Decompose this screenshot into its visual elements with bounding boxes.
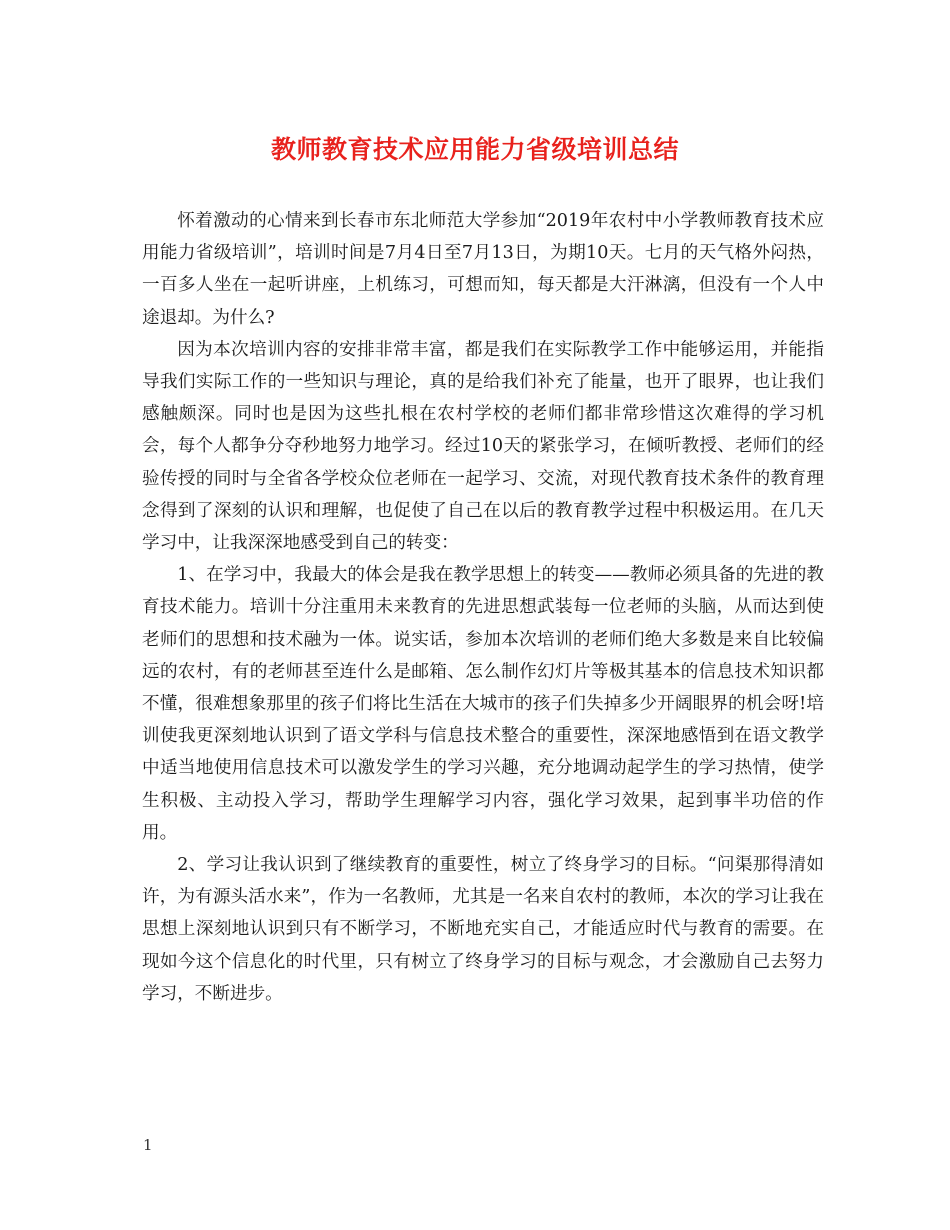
document-title: 教师教育技术应用能力省级培训总结 [270, 135, 679, 164]
paragraph-point-2: 2、学习让我认识到了继续教育的重要性，树立了终身学习的目标。“问渠那得清如许，为有源头活水来”，作为一名教师，尤其是一名来自农村的教师，本次的学习让我在思想上深刻地认识到只有不断学习，不断地充实自己，才能适应时代与教育的需要。在现如今这个信息化的时代里，只有树立了终身学习的目标与观念，才会激励自己去努力学习，不断进步。 [142, 855, 824, 1004]
paragraph-point-1: 1、在学习中，我最大的体会是我在教学思想上的转变——教师必须具备的先进的教育技术能力。培训十分注重用未来教育的先进思想武装每一位老师的头脑，从而达到使老师们的思想和技术融为一体。说实话，参加本次培训的老师们绝大多数是来自比较偏远的农村，有的老师甚至连什么是邮箱、怎么制作幻灯片等极其基本的信息技术知识都不懂，很难想象那里的孩子们将比生活在大城市的孩子们失掉多少开阔眼界的机会呀!培训使我更深刻地认识到了语文学科与信息技术整合的重要性，深深地感悟到在语文教学中适当地使用信息技术可以激发学生的学习兴趣，充分地调动起学生的学习热情，使学生积极、主动投入学习，帮助学生理解学习内容，强化学习效果，起到事半功倍的作用。 [142, 565, 824, 843]
paragraph-intro: 怀着激动的心情来到长春市东北师范大学参加“2019年农村中小学教师教育技术应用能力省级培训”，培训时间是7月4日至7月13日，为期10天。七月的天气格外闷热，一百多人坐在一起听讲座，上机练习，可想而知，每天都是大汗淋漓，但没有一个人中途退却。为什么? [142, 211, 824, 328]
page-number: 1 [143, 1136, 153, 1154]
paragraph-reason: 因为本次培训内容的安排非常丰富，都是我们在实际教学工作中能够运用，并能指导我们实际工作的一些知识与理论，真的是给我们补充了能量，也开了眼界，也让我们感触颇深。同时也是因为这些扎根在农村学校的老师们都非常珍惜这次难得的学习机会，每个人都争分夺秒地努力地学习。经过10天的紧张学习，在倾听教授、老师们的经验传授的同时与全省各学校众位老师在一起学习、交流，对现代教育技术条件的教育理念得到了深刻的认识和理解，也促使了自己在以后的教育教学过程中积极运用。在几天学习中，让我深深地感受到自己的转变： [142, 339, 824, 554]
document-body [142, 205, 824, 1010]
